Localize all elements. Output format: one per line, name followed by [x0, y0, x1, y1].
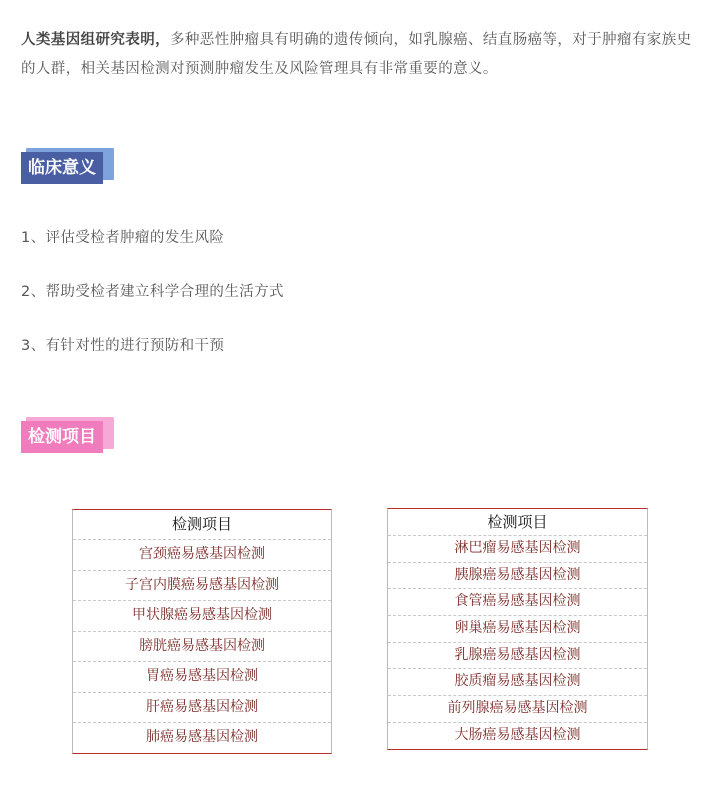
clinical-point: 3、有针对性的进行预防和干预 [21, 338, 225, 354]
table-header: 检测项目 [487, 513, 548, 531]
tests-table-right [387, 508, 648, 750]
tests-heading-title: 检测项目 [21, 421, 103, 453]
table-row: 子宫内膜癌易感基因检测 [73, 570, 331, 601]
table-row: 胰腺癌易感基因检测 [388, 562, 647, 589]
table-row: 胶质瘤易感基因检测 [388, 668, 647, 695]
table-header: 检测项目 [171, 515, 232, 533]
table-row: 宫颈癌易感基因检测 [73, 539, 331, 570]
table-row: 膀胱癌易感基因检测 [73, 631, 331, 662]
table-row: 肺癌易感基因检测 [73, 722, 331, 753]
table-row: 胃癌易感基因检测 [73, 661, 331, 692]
intro-bold: 人类基因组研究表明， [21, 32, 170, 48]
tests-table-left [72, 509, 332, 754]
clinical-heading-title: 临床意义 [21, 152, 103, 184]
intro-text: 多种恶性肿瘤具有明确的遗传倾向，如乳腺癌、结直肠癌等，对于肿瘤有家族史的人群，相关基因检测对预测肿瘤发生及风险管理具有非常重要的意义。 [21, 32, 692, 77]
table-row: 肝癌易感基因检测 [73, 692, 331, 723]
table-row: 大肠癌易感基因检测 [388, 722, 647, 749]
table-row: 前列腺癌易感基因检测 [388, 695, 647, 722]
intro-paragraph [21, 26, 701, 84]
table-row: 卵巢癌易感基因检测 [388, 615, 647, 642]
table-row: 食管癌易感基因检测 [388, 588, 647, 615]
table-row: 乳腺癌易感基因检测 [388, 642, 647, 669]
table-row: 淋巴瘤易感基因检测 [388, 535, 647, 562]
clinical-point: 1、评估受检者肿瘤的发生风险 [21, 230, 225, 246]
table-row: 甲状腺癌易感基因检测 [73, 600, 331, 631]
clinical-point: 2、帮助受检者建立科学合理的生活方式 [21, 284, 284, 300]
